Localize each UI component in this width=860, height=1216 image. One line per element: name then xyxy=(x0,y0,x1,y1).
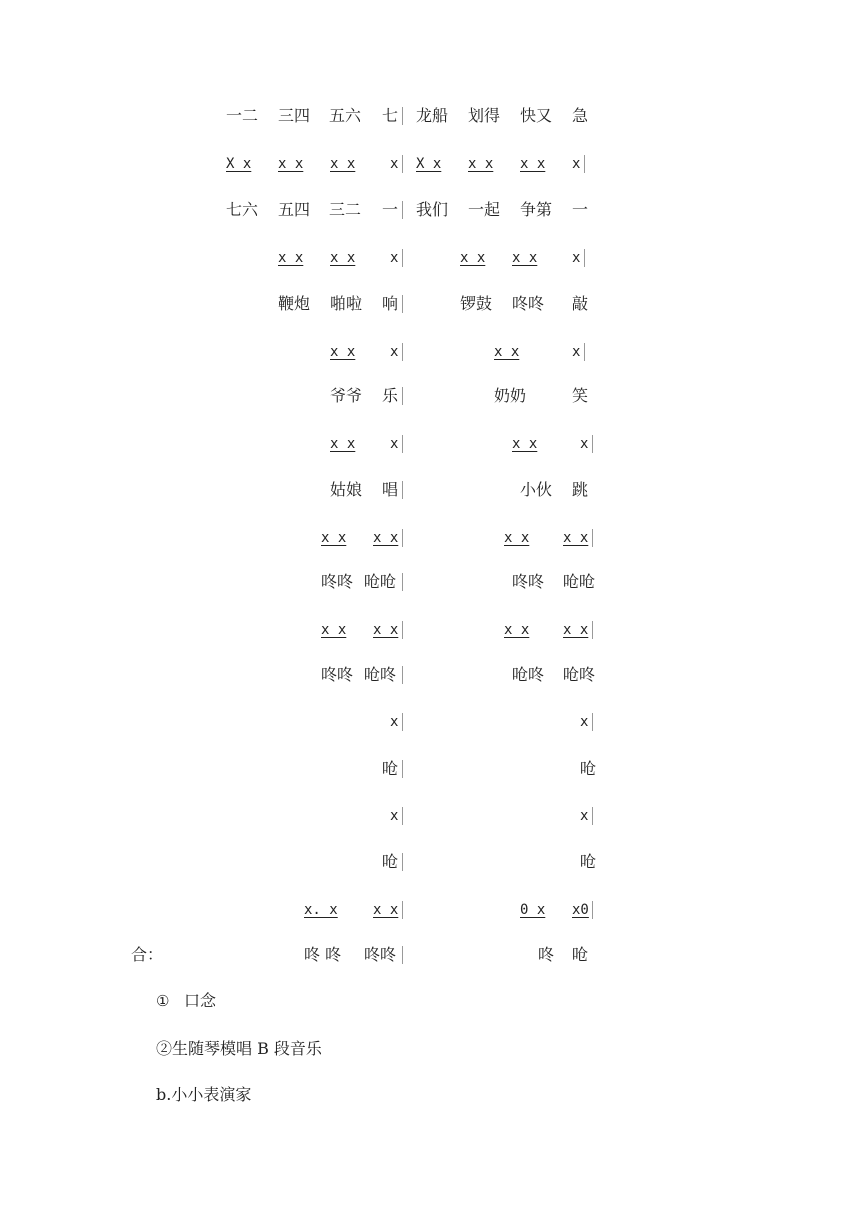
lyric-text: 急 xyxy=(572,106,589,125)
lyric-text: 锣鼓 xyxy=(460,294,493,313)
rhythm-note: x x xyxy=(460,250,486,266)
bar-line xyxy=(402,901,403,919)
lyric-text: 呛呛 xyxy=(563,572,596,591)
rhythm-note: x x xyxy=(330,156,356,172)
bar-line xyxy=(592,529,593,547)
lyric-text: 呛咚 xyxy=(364,665,397,684)
bar-line xyxy=(402,666,403,684)
rhythm-note: x x xyxy=(278,156,304,172)
rhythm-note: x x xyxy=(373,530,399,546)
lyric-text: 爷爷 xyxy=(330,386,363,405)
lyric-text: 敲 xyxy=(572,294,589,313)
rhythm-note: x x xyxy=(373,902,399,918)
rhythm-note: x x xyxy=(468,156,494,172)
bar-line xyxy=(402,621,403,639)
rhythm-note: x xyxy=(390,344,399,360)
bar-line xyxy=(402,946,403,964)
bar-line xyxy=(402,713,403,731)
rhythm-note: x x xyxy=(504,622,530,638)
rhythm-note: x x xyxy=(504,530,530,546)
lyric-text: 小伙 xyxy=(520,480,553,499)
rhythm-note: x x xyxy=(278,250,304,266)
note-text: ②生随琴模唱 B 段音乐 xyxy=(156,1039,322,1058)
bar-line xyxy=(592,713,593,731)
lyric-text: 咚咚 xyxy=(321,665,354,684)
lyric-text: 争第 xyxy=(520,200,553,219)
bar-line xyxy=(402,853,403,871)
bar-line xyxy=(592,807,593,825)
bar-line xyxy=(402,807,403,825)
lyric-text: 一二 xyxy=(226,106,259,125)
rhythm-note: x x xyxy=(520,156,546,172)
rhythm-note: x x xyxy=(330,436,356,452)
rhythm-note: x xyxy=(390,714,399,730)
bar-line xyxy=(402,573,403,591)
bar-line xyxy=(584,343,585,361)
rhythm-note: x xyxy=(390,808,399,824)
lyric-text: 啪啦 xyxy=(330,294,363,313)
lyric-text: 呛呛 xyxy=(364,572,397,591)
lyric-text: 唱 xyxy=(382,480,399,499)
lyric-text: 呛咚 xyxy=(512,665,545,684)
rhythm-note: x xyxy=(580,808,589,824)
lyric-text: 一 xyxy=(572,200,589,219)
rhythm-note: x x xyxy=(512,250,538,266)
bar-line xyxy=(402,435,403,453)
together-label: 合： xyxy=(131,945,164,964)
lyric-text: 五六 xyxy=(329,106,362,125)
lyric-text: 七六 xyxy=(226,200,259,219)
rhythm-note: x x xyxy=(563,622,589,638)
lyric-text: 呛 xyxy=(572,945,589,964)
circled-number-1: ① xyxy=(156,992,170,1010)
lyric-text: 七 xyxy=(382,106,399,125)
lyric-text: 三四 xyxy=(278,106,311,125)
lyric-text: 呛 xyxy=(580,852,597,871)
lyric-text: 咚咚 xyxy=(512,294,545,313)
lyric-text: 咚咚 xyxy=(512,572,545,591)
rhythm-note: x x xyxy=(373,622,399,638)
rhythm-note: 0 x xyxy=(520,902,546,918)
rhythm-note: x x xyxy=(512,436,538,452)
bar-line xyxy=(402,529,403,547)
lyric-text: 我们 xyxy=(416,200,449,219)
lyric-text: 呛咚 xyxy=(563,665,596,684)
bar-line xyxy=(402,201,403,219)
bar-line xyxy=(402,107,403,125)
rhythm-note: x x xyxy=(321,622,347,638)
lyric-text: 呛 xyxy=(382,852,399,871)
bar-line xyxy=(402,481,403,499)
rhythm-note: x x xyxy=(563,530,589,546)
bar-line xyxy=(402,343,403,361)
rhythm-note: x0 xyxy=(572,902,589,918)
lyric-text: 姑娘 xyxy=(330,480,363,499)
rhythm-note: x xyxy=(390,156,399,172)
lyric-text: 咚 xyxy=(538,945,555,964)
lyric-text: 笑 xyxy=(572,386,589,405)
lyric-text: 一 xyxy=(382,200,399,219)
rhythm-note: x xyxy=(390,436,399,452)
lyric-text: 鞭炮 xyxy=(278,294,311,313)
rhythm-note: x xyxy=(572,344,581,360)
rhythm-note: x xyxy=(572,250,581,266)
lyric-text: 一起 xyxy=(468,200,501,219)
lyric-text: 响 xyxy=(382,294,399,313)
bar-line xyxy=(402,760,403,778)
note-text: 口念 xyxy=(184,991,217,1010)
lyric-text: 咚咚 xyxy=(364,945,397,964)
rhythm-note: x xyxy=(572,156,581,172)
rhythm-note: x xyxy=(580,436,589,452)
bar-line xyxy=(592,621,593,639)
lyric-text: 三二 xyxy=(329,200,362,219)
rhythm-note: x. x xyxy=(304,902,338,918)
bar-line xyxy=(584,249,585,267)
bar-line xyxy=(402,249,403,267)
lyric-text: 咚咚 xyxy=(321,572,354,591)
lyric-text: 五四 xyxy=(278,200,311,219)
bar-line xyxy=(592,901,593,919)
bar-line xyxy=(402,387,403,405)
rhythm-note: X x xyxy=(226,156,252,172)
bar-line xyxy=(592,435,593,453)
lyric-text: 快又 xyxy=(520,106,553,125)
lyric-text: 呛 xyxy=(382,759,399,778)
rhythm-note: x xyxy=(580,714,589,730)
lyric-text: 呛 xyxy=(580,759,597,778)
lyric-text: 龙船 xyxy=(416,106,449,125)
bar-line xyxy=(402,295,403,313)
lyric-text: 划得 xyxy=(468,106,501,125)
rhythm-note: x x xyxy=(494,344,520,360)
bar-line xyxy=(584,155,585,173)
rhythm-note: x x xyxy=(330,250,356,266)
rhythm-note: x xyxy=(390,250,399,266)
section-heading: b.小小表演家 xyxy=(156,1085,252,1104)
rhythm-note: x x xyxy=(330,344,356,360)
lyric-text: 乐 xyxy=(382,386,399,405)
rhythm-note: x x xyxy=(321,530,347,546)
lyric-text: 咚 咚 xyxy=(304,945,342,964)
bar-line xyxy=(402,155,403,173)
lyric-text: 奶奶 xyxy=(494,386,527,405)
lyric-text: 跳 xyxy=(572,480,589,499)
rhythm-note: X x xyxy=(416,156,442,172)
